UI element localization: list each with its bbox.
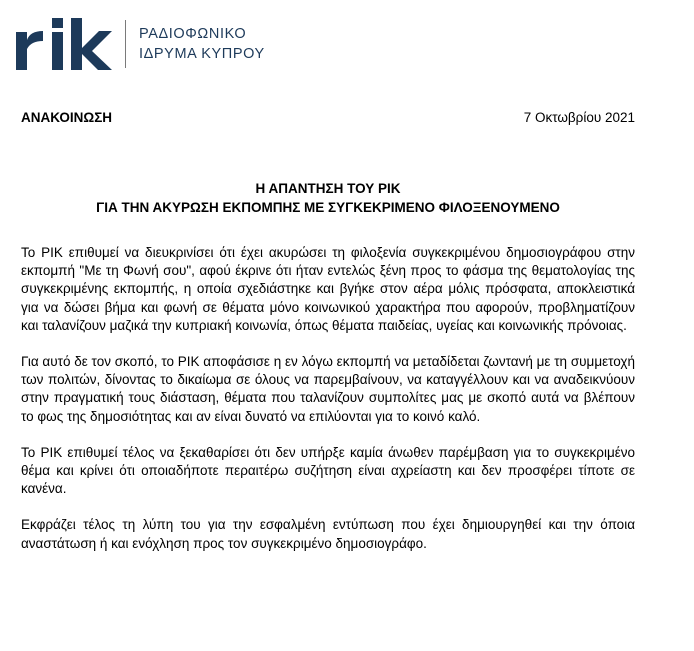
logo-divider — [125, 20, 126, 68]
org-name-line1: ΡΑΔΙΟΦΩΝΙΚΟ — [139, 25, 247, 42]
announcement-label: ΑΝΑΚΟΙΝΩΣΗ — [21, 110, 113, 125]
header — [16, 16, 265, 71]
paragraph-2: Για αυτό δε τον σκοπό, το ΡΙΚ αποφάσισε η εν λόγω εκπομπή να μεταδίδεται ζωντανή με τη συμμετοχή των πολιτών, δίνοντας το δικαίωμα σε όλους να παρεμβαίνουν, να καταγγέλλουν και να αναδεικνύουν στην πραγματική τους διάσταση, θέματα που ταλανίζουν συμπολίτες μας με σκοπό αυτά να βλέπουν το φως της δημοσιότητας και αν είναι δυνατό να επιλύονται για το κοινό καλό. — [21, 354, 635, 424]
rik-logo — [16, 18, 112, 70]
announcement-meta — [21, 110, 635, 125]
organization-name — [139, 24, 265, 64]
announcement-title — [21, 179, 635, 217]
title-line2: ΓΙΑ ΤΗΝ ΑΚΥΡΩΣΗ ΕΚΠΟΜΠΗΣ ΜΕ ΣΥΓΚΕΚΡΙΜΕΝΟ ΦΙΛΟΞΕΝΟΥΜΕΝΟ — [96, 200, 560, 215]
announcement-date: 7 Οκτωβρίου 2021 — [523, 110, 635, 125]
paragraph-1: Το ΡΙΚ επιθυμεί να διευκρινίσει ότι έχει ακυρώσει τη φιλοξενία συγκεκριμένου δημοσιογράφου στην εκπομπή "Με τη Φωνή σου", αφού έκρινε ότι ήταν εντελώς ξένη προς το φάσμα της θεματολογίας της συγκεκριμένης εκπομπής, η οποία σχεδιάστηκε και βγήκε στον αέρα μόλις πρόσφατα, αποκλειστικά για να δώσει βήμα και φωνή σε θέματα μόνο κοινωνικού χαρακτήρα που αφορούν, προβληματίζουν και ταλανίζουν μαζικά την κυπριακή κοινωνία, όπως θέματα παιδείας, υγείας και κοινωνικής πρόνοιας. — [21, 245, 635, 333]
paragraph-4: Εκφράζει τέλος τη λύπη του για την εσφαλμένη εντύπωση που έχει δημιουργηθεί και την όποια αναστάτωση ή και ενόχληση προς τον συγκεκριμένο δημοσιογράφο. — [21, 517, 635, 551]
org-name-line2: ΙΔΡΥΜΑ ΚΥΠΡΟΥ — [139, 45, 265, 62]
title-line1: Η ΑΠΑΝΤΗΣΗ ΤΟΥ ΡΙΚ — [255, 181, 401, 196]
paragraph-3: Το ΡΙΚ επιθυμεί τέλος να ξεκαθαρίσει ότι δεν υπήρξε καμία άνωθεν παρέμβαση για το συγκεκριμένο θέμα και κρίνει ότι οποιαδήποτε περαιτέρω συζήτηση είναι αχρείαστη και δεν προσφέρει τίποτε σε κανένα. — [21, 444, 635, 497]
announcement-body — [21, 244, 635, 571]
